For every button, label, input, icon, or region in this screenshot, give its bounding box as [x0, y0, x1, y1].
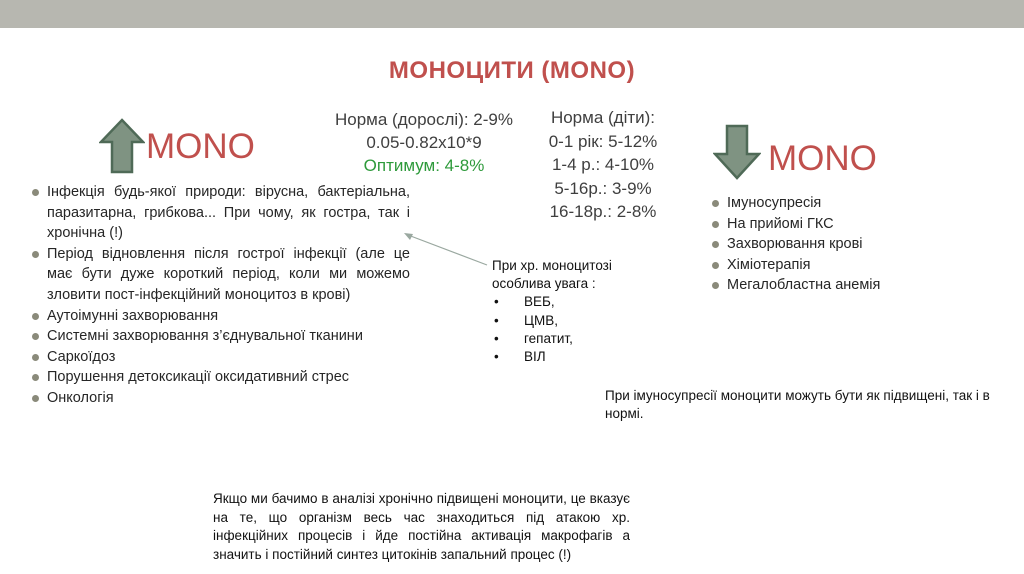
note-heading: особлива увага : — [492, 276, 596, 292]
note-heading: При хр. моноцитозі — [492, 258, 612, 273]
list-item: Захворювання крові — [711, 234, 991, 255]
note-item: • ВІЛ — [492, 348, 662, 366]
list-item: Системні захворювання з’єднувальної тканини — [31, 326, 410, 347]
norm-kids-heading: Норма (діти): — [550, 108, 656, 127]
list-item: Онкологія — [31, 388, 410, 409]
chronic-monocytosis-note — [492, 257, 662, 366]
note-item: • гепатит, — [492, 330, 662, 348]
list-item: Інфекція будь-якої природи: вірусна, бактеріальна, паразитарна, грибкова... При чому, як гостра, так і хронічна (!) — [31, 182, 410, 244]
list-item: Аутоімунні захворювання — [31, 306, 410, 327]
list-item: Імуносупресія — [711, 193, 991, 214]
norm-adult-range: Норма (дорослі): 2-9% — [335, 110, 513, 129]
list-item: На прийомі ГКС — [711, 214, 991, 235]
norm-kids-row: 0-1 рік: 5-12% — [548, 131, 658, 151]
list-item: Хіміотерапія — [711, 255, 991, 276]
page-title: МОНОЦИТИ (MONO) — [388, 57, 636, 84]
immunosuppression-note: При імуносупресії моноцити можуть бути як підвищені, так і в нормі. — [605, 388, 990, 421]
note-item: • ВЕБ, — [492, 293, 662, 311]
note-item: • ЦМВ, — [492, 312, 662, 330]
mono-decreased-label: MONO — [768, 139, 877, 178]
norm-kids-row: 16-18р.: 2-8% — [549, 202, 657, 221]
bottom-note: Якщо ми бачимо в аналізі хронічно підвищені моноцити, це вказує на те, що організм весь час знаходиться під атакою хр. інфекційних процесів і йде постійна активація макрофагів а значить і постійний синтез цитокінів запальний процес (!) — [213, 491, 630, 562]
list-item: Мегалобластна анемія — [711, 275, 991, 296]
norm-kids-row: 5-16р.: 3-9% — [554, 178, 652, 198]
list-item: Період відновлення після гострої інфекції (але це має бути дуже короткий період, коли ми можемо зловити пост-інфекційний моноцитоз в крові) — [31, 244, 410, 306]
norm-kids-row: 1-4 р.: 4-10% — [551, 155, 655, 174]
norm-adult-optimum: Оптимум: 4-8% — [363, 156, 485, 175]
list-item: Саркоїдоз — [31, 347, 410, 368]
mono-increased-label: MONO — [146, 127, 255, 166]
list-item: Порушення детоксикації оксидативний стрес — [31, 367, 410, 388]
norm-adult-absolute: 0.05-0.82х10*9 — [366, 133, 482, 152]
